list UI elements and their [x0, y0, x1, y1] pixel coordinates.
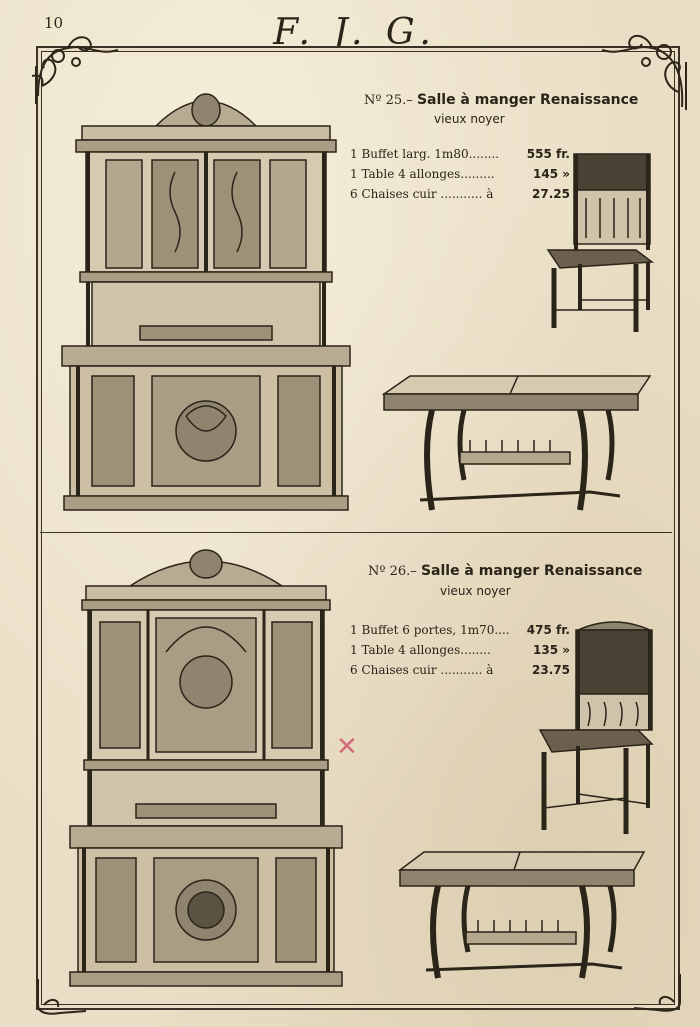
price-line-price: 555 fr. [526, 147, 570, 161]
section-divider [40, 532, 672, 533]
price-line [350, 164, 570, 184]
price-line-price: 475 fr. [526, 623, 570, 637]
cross-mark-icon: ✕ [336, 732, 358, 762]
table-illustration [396, 846, 652, 986]
price-line [350, 184, 570, 204]
buffet-illustration [66, 542, 346, 992]
price-line-desc: 1 Buffet 6 portes, 1m70.... [350, 623, 510, 637]
price-line-desc: 1 Table 4 allonges......... [350, 167, 495, 181]
item-26-number: Nº 26.– [368, 564, 417, 579]
item-25-title [364, 92, 638, 108]
price-line-desc: 6 Chaises cuir ........... à [350, 663, 494, 677]
page-number: 10 [44, 14, 64, 32]
price-line-price: 27.25 [532, 187, 570, 201]
price-line-price: 23.75 [532, 663, 570, 677]
price-line-price: 145 » [533, 167, 570, 181]
price-line-price: 135 » [533, 643, 570, 657]
price-line-desc: 6 Chaises cuir ........... à [350, 187, 494, 201]
buffet-illustration [56, 76, 356, 516]
chair-illustration [540, 150, 660, 340]
item-25-name: Salle à manger Renaissance [416, 92, 639, 108]
item-25-price-list [350, 144, 570, 204]
item-26-wood: vieux noyer [440, 584, 511, 598]
item-26-name: Salle à manger Renaissance [420, 563, 643, 579]
price-line-desc: 1 Buffet larg. 1m80........ [350, 147, 500, 161]
item-26-title [368, 563, 642, 579]
monogram-header: F. J. G. [273, 12, 437, 53]
chair-illustration [534, 618, 658, 838]
item-25-number: Nº 25.– [364, 93, 413, 108]
price-line [350, 144, 570, 164]
table-illustration [380, 370, 655, 515]
item-25-wood: vieux noyer [434, 112, 505, 126]
price-line-desc: 1 Table 4 allonges........ [350, 643, 491, 657]
